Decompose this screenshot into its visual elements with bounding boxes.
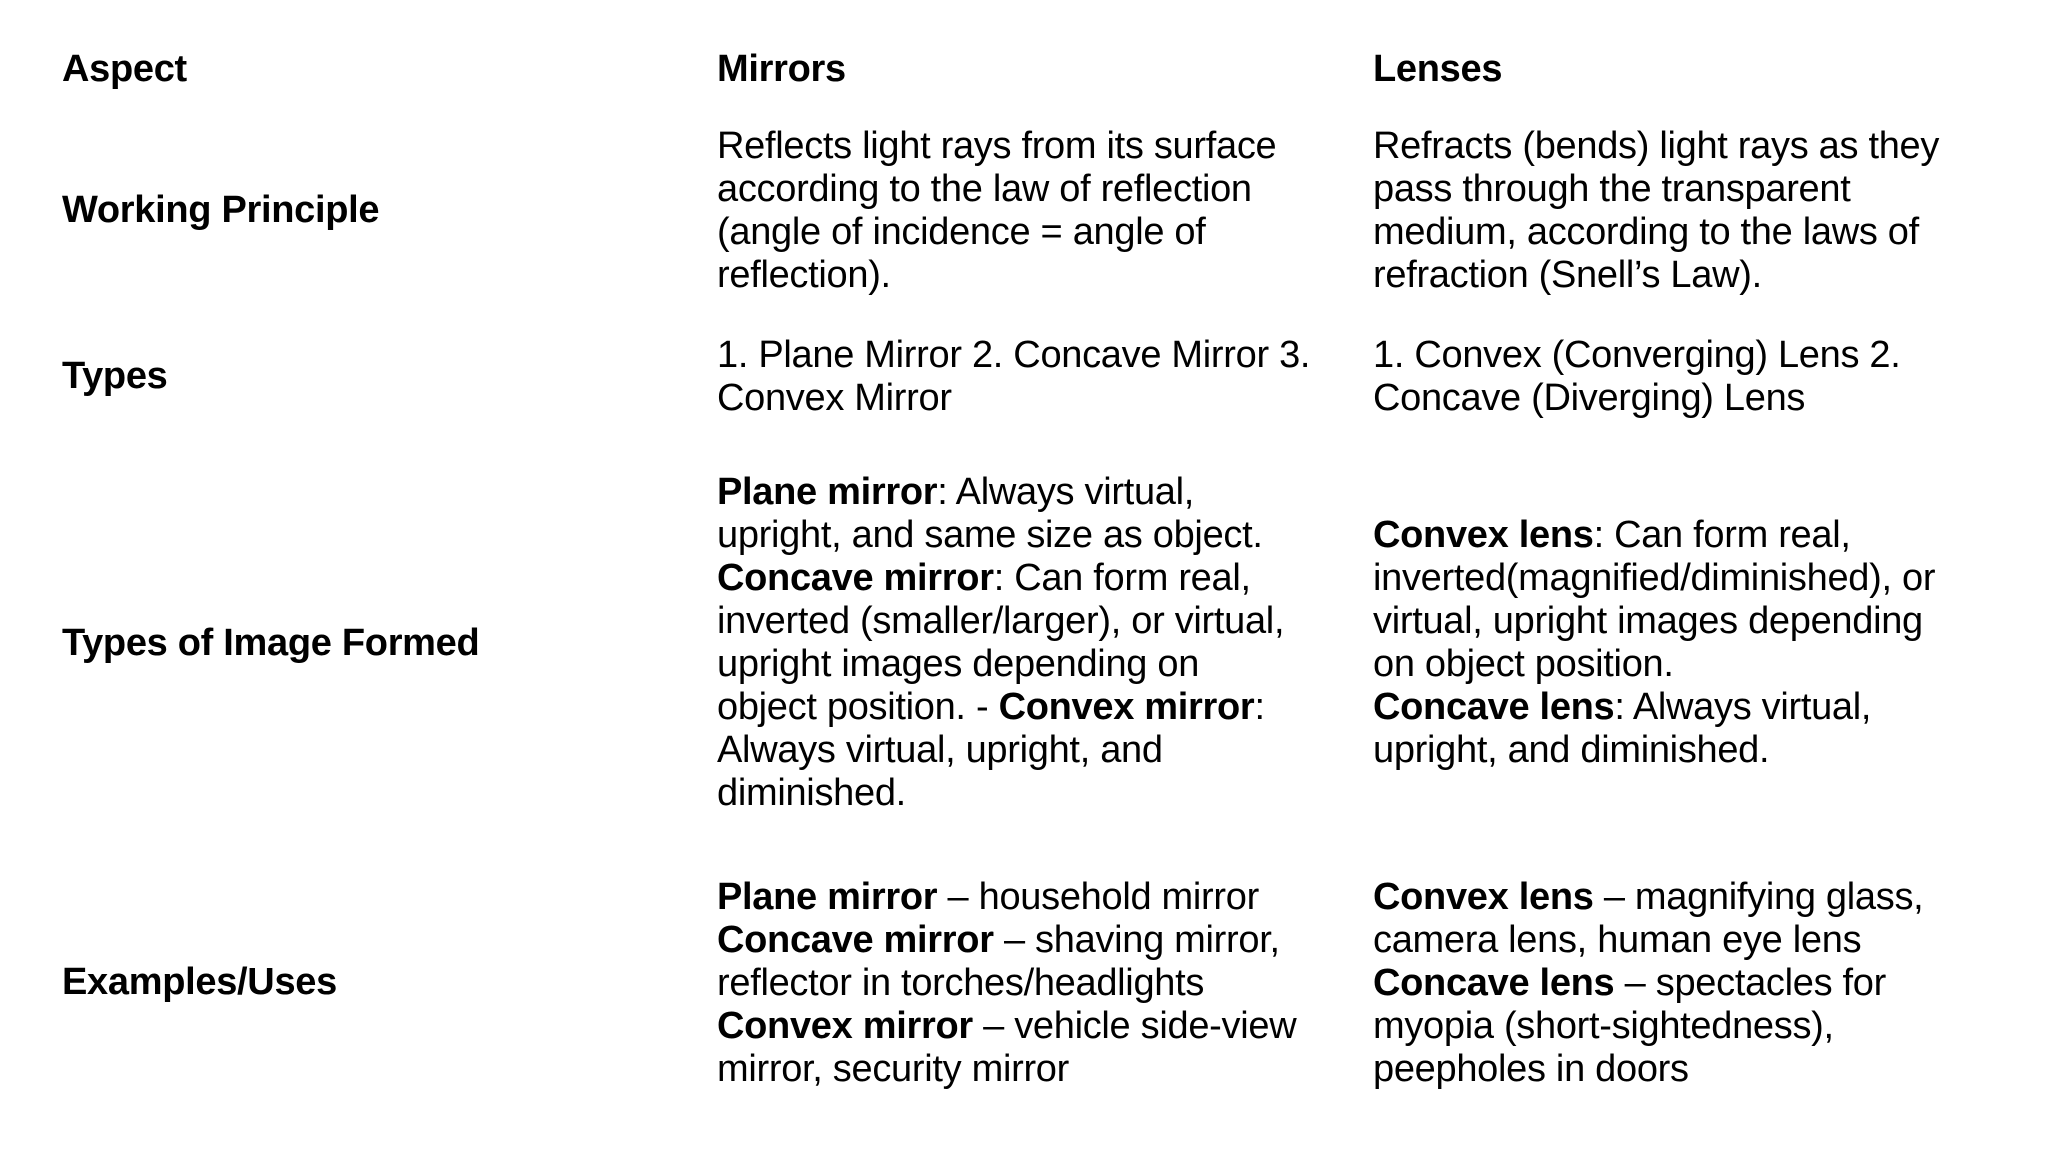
text-line: Refracts (bends) light rays as they <box>1373 125 1940 167</box>
text-line: virtual, upright images depending <box>1373 600 1923 642</box>
text-line <box>1373 876 2023 919</box>
bold-term: Convex lens <box>1373 876 1594 918</box>
aspect-working-principle: Working Principle <box>62 189 380 231</box>
text-line: upright, and same size as object. <box>717 514 1263 556</box>
text-line: inverted(magnified/diminished), or <box>1373 557 1936 599</box>
text-fragment: – vehicle side-view <box>972 1005 1297 1047</box>
text-line <box>717 919 1357 962</box>
lenses-types <box>1373 334 2023 420</box>
text-line: inverted (smaller/larger), or virtual, <box>717 600 1285 642</box>
bold-term: Convex mirror <box>998 686 1255 728</box>
text-line: mirror, security mirror <box>717 1048 1069 1090</box>
text-line: reflection). <box>717 254 891 296</box>
bold-term: Plane mirror <box>717 876 938 918</box>
text-line: diminished. <box>717 772 906 814</box>
text-fragment: : Can form real, <box>993 557 1251 599</box>
text-line: (angle of incidence = angle of <box>717 211 1206 253</box>
text-line: Always virtual, upright, and <box>717 729 1163 771</box>
text-line: reflector in torches/headlights <box>717 962 1205 1004</box>
lenses-working-principle <box>1373 125 2023 297</box>
header-lenses: Lenses <box>1373 48 1503 90</box>
text-line: upright, and diminished. <box>1373 729 1770 771</box>
text-line: peepholes in doors <box>1373 1048 1689 1090</box>
mirrors-types <box>717 334 1357 420</box>
mirrors-working-principle <box>717 125 1357 297</box>
text-line: on object position. <box>1373 643 1674 685</box>
text-line: Convex Mirror <box>717 377 952 419</box>
text-fragment: – spectacles for <box>1614 962 1886 1004</box>
lenses-image-formed <box>1373 514 2023 772</box>
bold-term: Concave lens <box>1373 962 1615 1004</box>
bold-term: Concave mirror <box>717 557 994 599</box>
text-line: Reflects light rays from its surface <box>717 125 1277 167</box>
text-line: 1. Convex (Converging) Lens 2. <box>1373 334 1901 376</box>
text-fragment: object position. - <box>717 686 999 728</box>
text-fragment: : <box>1254 686 1265 728</box>
aspect-examples: Examples/Uses <box>62 961 337 1003</box>
bold-term: Convex lens <box>1373 514 1594 556</box>
text-line: Concave (Diverging) Lens <box>1373 377 1806 419</box>
text-line: medium, according to the laws of <box>1373 211 1919 253</box>
text-line <box>717 876 1357 919</box>
text-fragment: : Always virtual, <box>1614 686 1872 728</box>
text-fragment: – shaving mirror, <box>993 919 1280 961</box>
text-line: according to the law of reflection <box>717 168 1252 210</box>
bold-term: Concave mirror <box>717 919 994 961</box>
text-line: upright images depending on <box>717 643 1200 685</box>
text-fragment: : Can form real, <box>1593 514 1851 556</box>
text-fragment: : Always virtual, <box>937 471 1195 513</box>
text-line <box>1373 686 2023 729</box>
text-fragment: – magnifying glass, <box>1593 876 1924 918</box>
header-aspect: Aspect <box>62 48 187 90</box>
text-line: pass through the transparent <box>1373 168 1851 210</box>
header-mirrors: Mirrors <box>717 48 846 90</box>
bold-term: Concave lens <box>1373 686 1615 728</box>
text-line <box>1373 962 2023 1005</box>
mirrors-image-formed <box>717 471 1357 815</box>
lenses-examples <box>1373 876 2023 1091</box>
aspect-types: Types <box>62 355 168 397</box>
mirrors-examples <box>717 876 1357 1091</box>
text-line: camera lens, human eye lens <box>1373 919 1862 961</box>
aspect-image-formed: Types of Image Formed <box>62 622 480 664</box>
text-line <box>717 1005 1357 1048</box>
bold-term: Convex mirror <box>717 1005 973 1047</box>
text-line <box>717 557 1357 600</box>
text-fragment: – household mirror <box>937 876 1259 918</box>
text-line: refraction (Snell’s Law). <box>1373 254 1762 296</box>
text-line: myopia (short-sightedness), <box>1373 1005 1834 1047</box>
text-line <box>717 686 1357 729</box>
bold-term: Plane mirror <box>717 471 938 513</box>
text-line <box>1373 514 2023 557</box>
text-line: 1. Plane Mirror 2. Concave Mirror 3. <box>717 334 1311 376</box>
text-line <box>717 471 1357 514</box>
